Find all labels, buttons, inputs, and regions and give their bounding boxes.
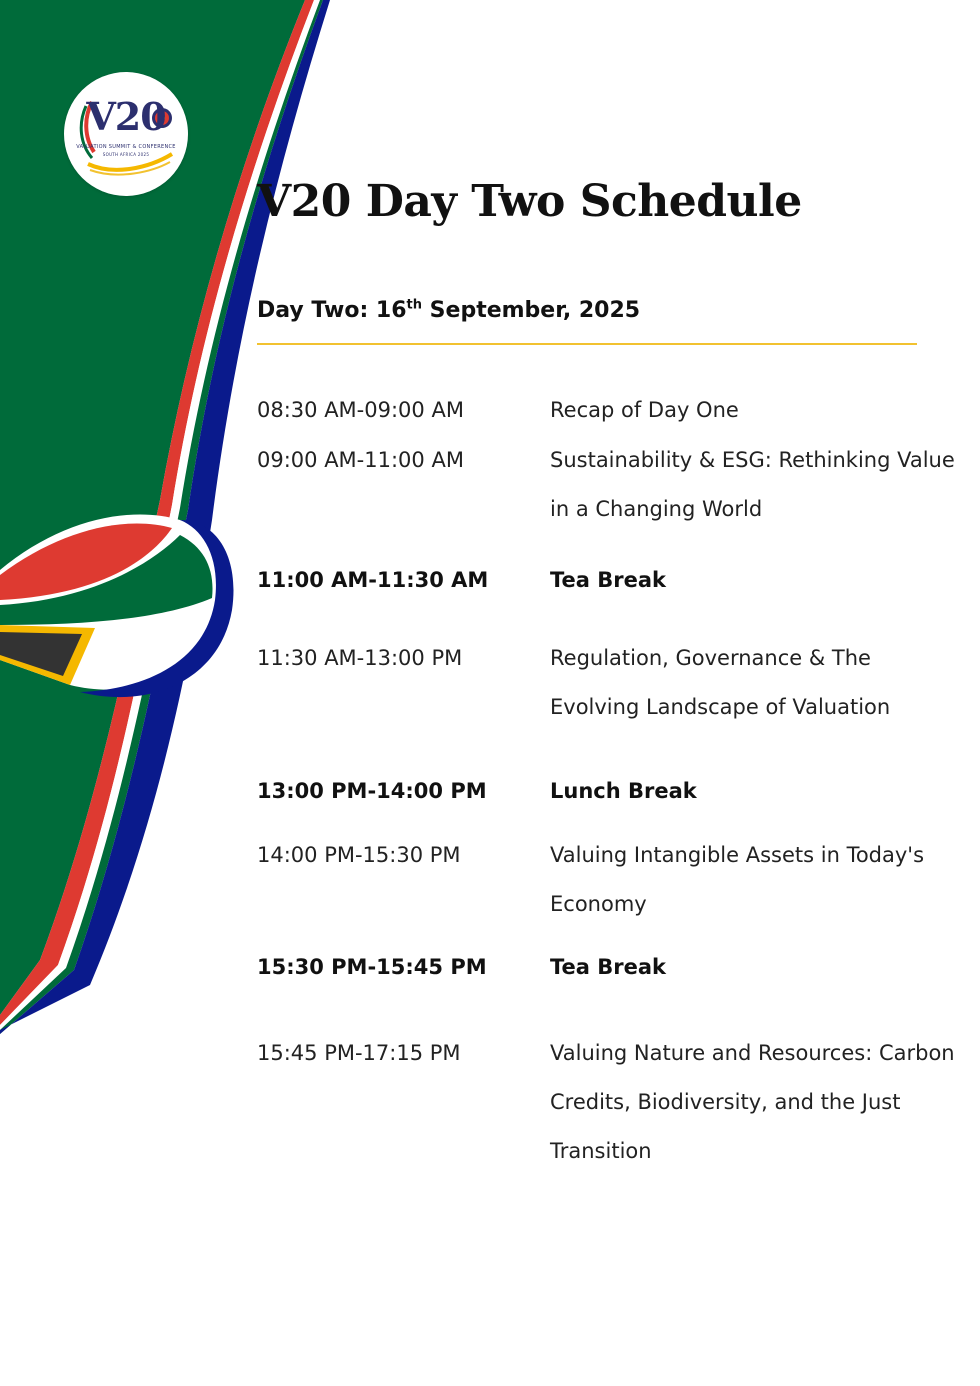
logo-location: SOUTH AFRICA 2025: [102, 152, 150, 157]
schedule-session: Valuing Nature and Resources: Carbon Credits, Biodiversity, and the Just Transition: [550, 1041, 955, 1163]
page-title: V20 Day Two Schedule: [257, 176, 802, 227]
v20-logo: [64, 72, 188, 196]
schedule-date: [257, 298, 640, 323]
schedule-time: 14:00 PM-15:30 PM: [257, 843, 461, 867]
schedule-time: 15:30 PM-15:45 PM: [257, 955, 487, 979]
date-suffix: September, 2025: [422, 298, 641, 323]
schedule-time: 13:00 PM-14:00 PM: [257, 779, 487, 803]
logo-wordmark: V20: [86, 94, 166, 139]
date-ordinal: th: [406, 297, 423, 313]
schedule-session: Tea Break: [550, 955, 667, 979]
schedule-session: Recap of Day One: [550, 398, 739, 422]
schedule-time: 11:00 AM-11:30 AM: [257, 568, 489, 592]
schedule-session: Valuing Intangible Assets in Today's Economy: [550, 843, 925, 916]
schedule-session: Lunch Break: [550, 779, 697, 803]
schedule-session: Sustainability & ESG: Rethinking Value in a Changing World: [550, 448, 955, 521]
schedule-time: 08:30 AM-09:00 AM: [257, 398, 464, 422]
schedule-session: Regulation, Governance & The Evolving Landscape of Valuation: [550, 646, 891, 719]
logo-subtitle: VALUATION SUMMIT & CONFERENCE: [76, 144, 176, 150]
schedule-time: 09:00 AM-11:00 AM: [257, 448, 464, 472]
schedule-session: Tea Break: [550, 568, 667, 592]
gold-divider: [257, 343, 917, 345]
date-prefix: Day Two: 16: [257, 298, 407, 323]
schedule-time: 11:30 AM-13:00 PM: [257, 646, 463, 670]
schedule-time: 15:45 PM-17:15 PM: [257, 1041, 461, 1065]
